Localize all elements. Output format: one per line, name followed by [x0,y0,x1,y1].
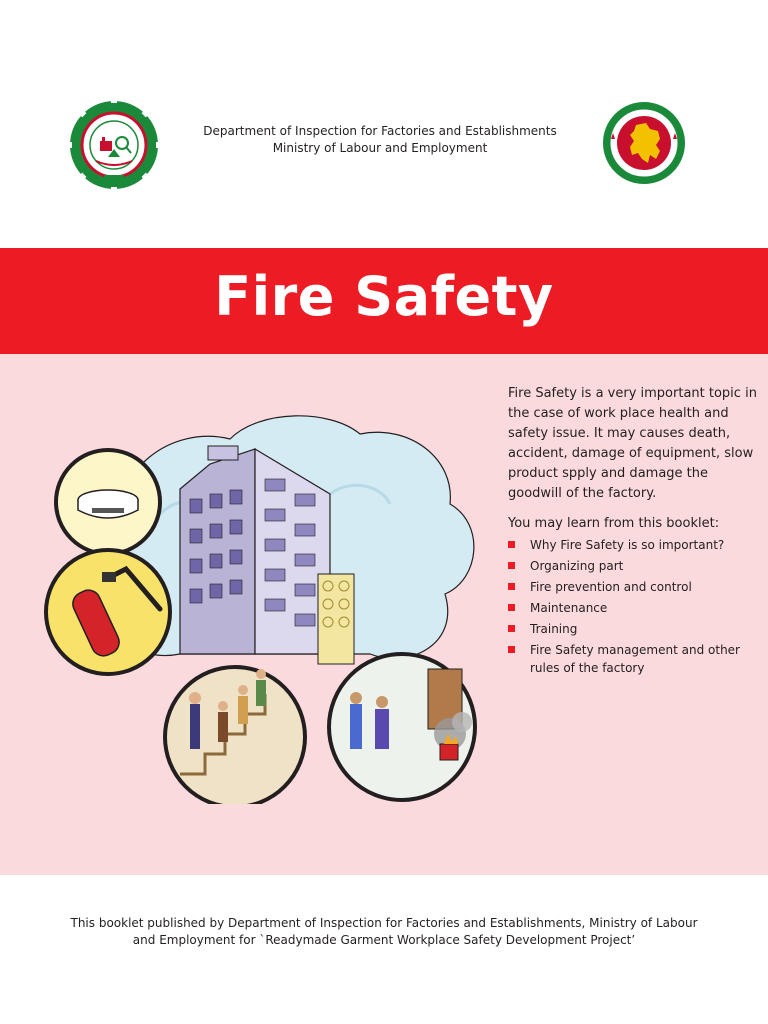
topic-label: Fire prevention and control [530,580,692,594]
department-name: Department of Inspection for Factories and Establishments [203,124,557,138]
intro-paragraph: Fire Safety is a very important topic in the case of work place health and safety issue. It may causes death, accident, damage of equipment, slow product spply and damage the goodwill of the factory. [508,386,757,501]
footer [0,875,768,1024]
bullet-icon [508,583,515,590]
smoke-detector-icon [56,450,160,554]
bullet-icon [508,646,515,653]
ministry-name: Ministry of Labour and Employment [272,141,488,155]
topic-label: Organizing part [530,559,624,573]
topic-label: Fire Safety management and other rules of the factory [530,643,740,675]
department-heading [170,123,590,157]
topics-list [508,536,758,677]
bullet-icon [508,604,515,611]
fire-safety-illustration [30,404,500,804]
list-item [508,557,758,575]
bullet-icon [508,562,515,569]
list-item [508,536,758,554]
bullet-icon [508,625,515,632]
header [0,0,768,248]
title-banner [0,248,768,354]
topic-label: Training [530,622,578,636]
list-item [508,578,758,596]
evacuation-stairs-icon [165,667,305,804]
topic-label: Why Fire Safety is so important? [530,538,725,552]
publication-note: This booklet published by Department of Inspection for Factories and Establishments, Ministry of Labour and Employment for `Readymade Garment Workplace Safety Development Project’ [70,916,698,947]
content-section [0,354,768,875]
list-item [508,599,758,617]
description-column [508,384,758,680]
page-title: Fire Safety [214,265,554,328]
dife-seal-icon [66,98,162,192]
bullet-icon [508,541,515,548]
topic-label: Maintenance [530,601,608,615]
bangladesh-government-seal-icon [596,100,692,186]
learn-intro: You may learn from this booklet: [508,516,720,531]
list-item [508,620,758,638]
fire-fighting-icon [329,654,475,800]
list-item [508,641,758,677]
fire-extinguisher-icon [46,550,170,674]
